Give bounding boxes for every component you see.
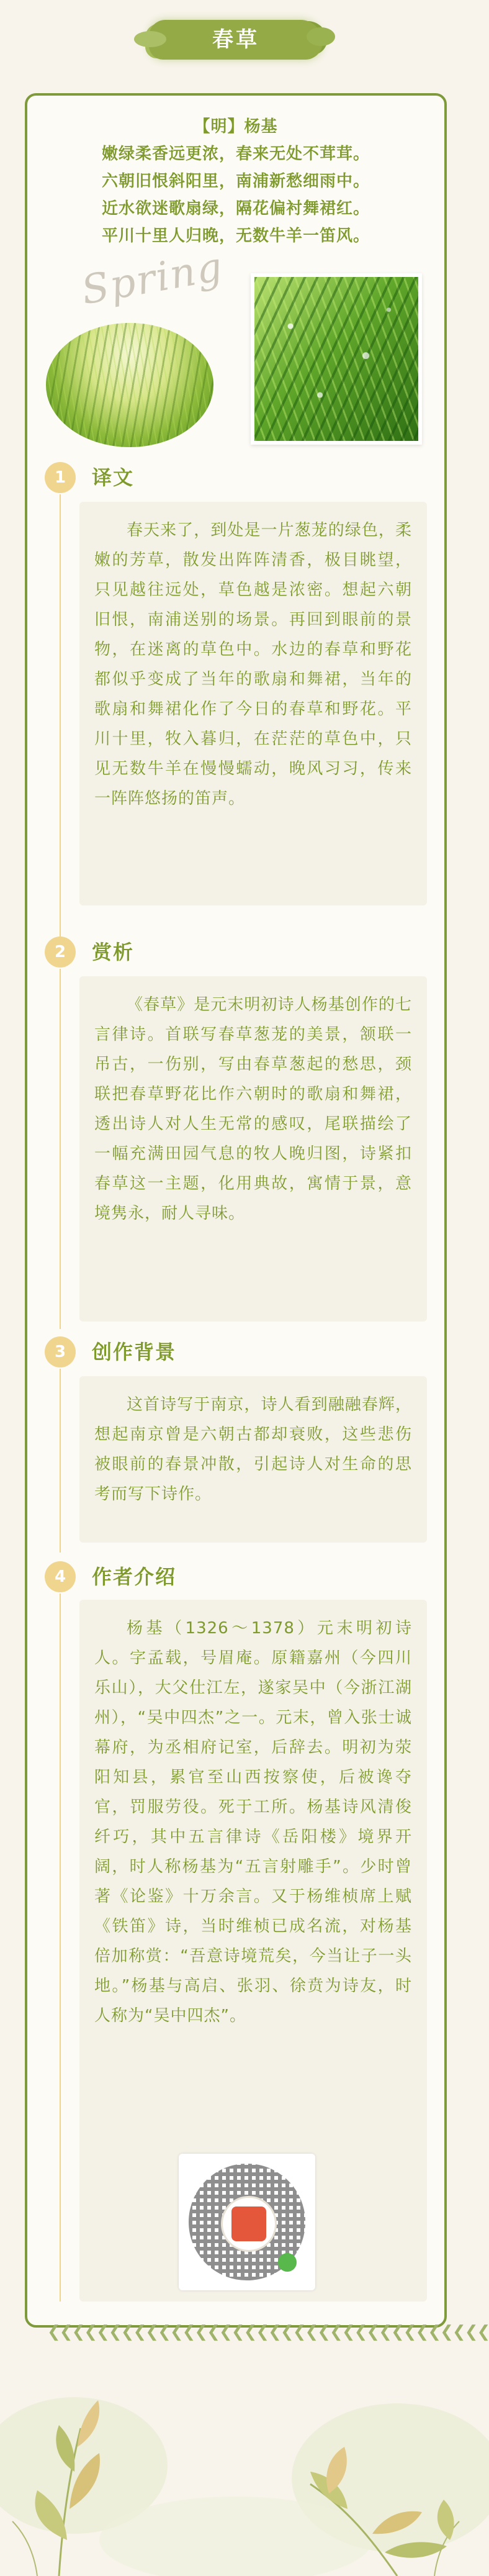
leaf-decoration — [0, 2354, 472, 2576]
background-card — [79, 1376, 427, 1543]
poem-line: 近水欲迷歌扇绿，隔花偏衬舞裙红。 — [101, 199, 370, 218]
section-title-translation: 译文 — [92, 466, 135, 489]
translation-text: 春天来了，到处是一片葱茏的绿色，柔嫩的芳草，散发出阵阵清香，极目眺望，只见越往远处，草色越是浓密。想起六朝旧恨，南浦送别的场景。再回到眼前的景物，在迷离的草色中。水边的春草和野花都似乎变成了当年的歌扇和舞裙，当年的歌扇和舞裙化作了今日的春草和野花。平川十里，牧入暮归，在茫茫的草色中，只见无数牛羊在慢慢蠕动，晚风习习，传来一阵阵悠扬的笛声。 — [94, 521, 412, 808]
section-connector-line — [60, 1369, 61, 1553]
wechat-icon — [278, 2253, 297, 2272]
poem-line: 平川十里人归晚，无数牛羊一笛风。 — [101, 227, 370, 245]
section-connector-line — [60, 1594, 61, 2302]
section-title-appreciation: 赏析 — [92, 940, 135, 964]
appreciation-text: 《春草》是元末明初诗人杨基创作的七言律诗。首联写春草葱茏的美景，颔联一吊古，一伤别，写由春草葱起的愁思，颈联把春草野花比作六朝时的歌扇和舞裙，透出诗人对人生无常的感叹，尾联描绘了一幅充满田园气息的牧人晚归图，诗紧扣春草这一主题，化用典故，寓情于景，意境隽永，耐人寻味。 — [94, 995, 412, 1223]
section-title-background: 创作背景 — [92, 1340, 177, 1364]
background-text: 这首诗写于南京，诗人看到融融春辉，想起南京曾是六朝古都却衰败，这些悲伤被眼前的春景冲散，引起诗人对生命的思考而写下诗作。 — [94, 1395, 412, 1503]
grass-oval-image — [46, 323, 213, 447]
section-number-badge: 2 — [45, 937, 76, 968]
page-title: 春草 — [212, 27, 259, 52]
poem-line: 嫩绿柔香远更浓，春来无处不茸茸。 — [101, 145, 370, 163]
author-text: 杨基（1326～1378）元末明初诗人。字孟载，号眉庵。原籍嘉州（今四川乐山），大父仕江左，遂家吴中（今浙江湖州），“吴中四杰”之一。元末，曾入张士诚幕府，为丞相府记室，后辞去。明初为荥阳知县，累官至山西按察使，后被谗夺官，罚服劳役。死于工所。杨基诗风清俊纤巧，其中五言律诗《岳阳楼》境界开阔，时人称杨基为“五言射雕手”。少时曾著《论鉴》十万余言。又于杨维桢席上赋《铁笛》诗，当时维桢已成名流，对杨基倍加称赏：“吾意诗境荒矣，今当让子一头地。”杨基与高启、张羽、徐贲为诗友，时人称为“吴中四杰”。 — [94, 1619, 412, 2025]
title-banner — [0, 0, 472, 73]
poem-line: 六朝旧恨斜阳里，南浦新愁细雨中。 — [101, 172, 370, 191]
section-number-badge: 3 — [45, 1336, 76, 1367]
section-connector-line — [60, 969, 61, 1329]
section-connector-line — [60, 494, 61, 938]
spring-script-decoration: Spring — [78, 243, 227, 314]
grass-dew-image — [251, 273, 422, 445]
poem-block — [0, 113, 472, 250]
section-number-badge: 4 — [45, 1561, 76, 1592]
translation-card — [79, 502, 427, 905]
qr-code-image — [179, 2154, 315, 2290]
qr-logo — [221, 2196, 277, 2252]
section-title-author: 作者介绍 — [92, 1565, 177, 1589]
section-number-badge: 1 — [45, 462, 76, 493]
chevron-divider: ❮❮❮❮❮❮❮❮❮❮❮❮❮❮❮❮❮❮❮❮❮❮❮❮❮❮❮❮❮❮❮❮❮❮❮❮ — [47, 2323, 489, 2341]
appreciation-card — [79, 976, 427, 1322]
poem-byline: 【明】杨基 — [194, 117, 278, 136]
